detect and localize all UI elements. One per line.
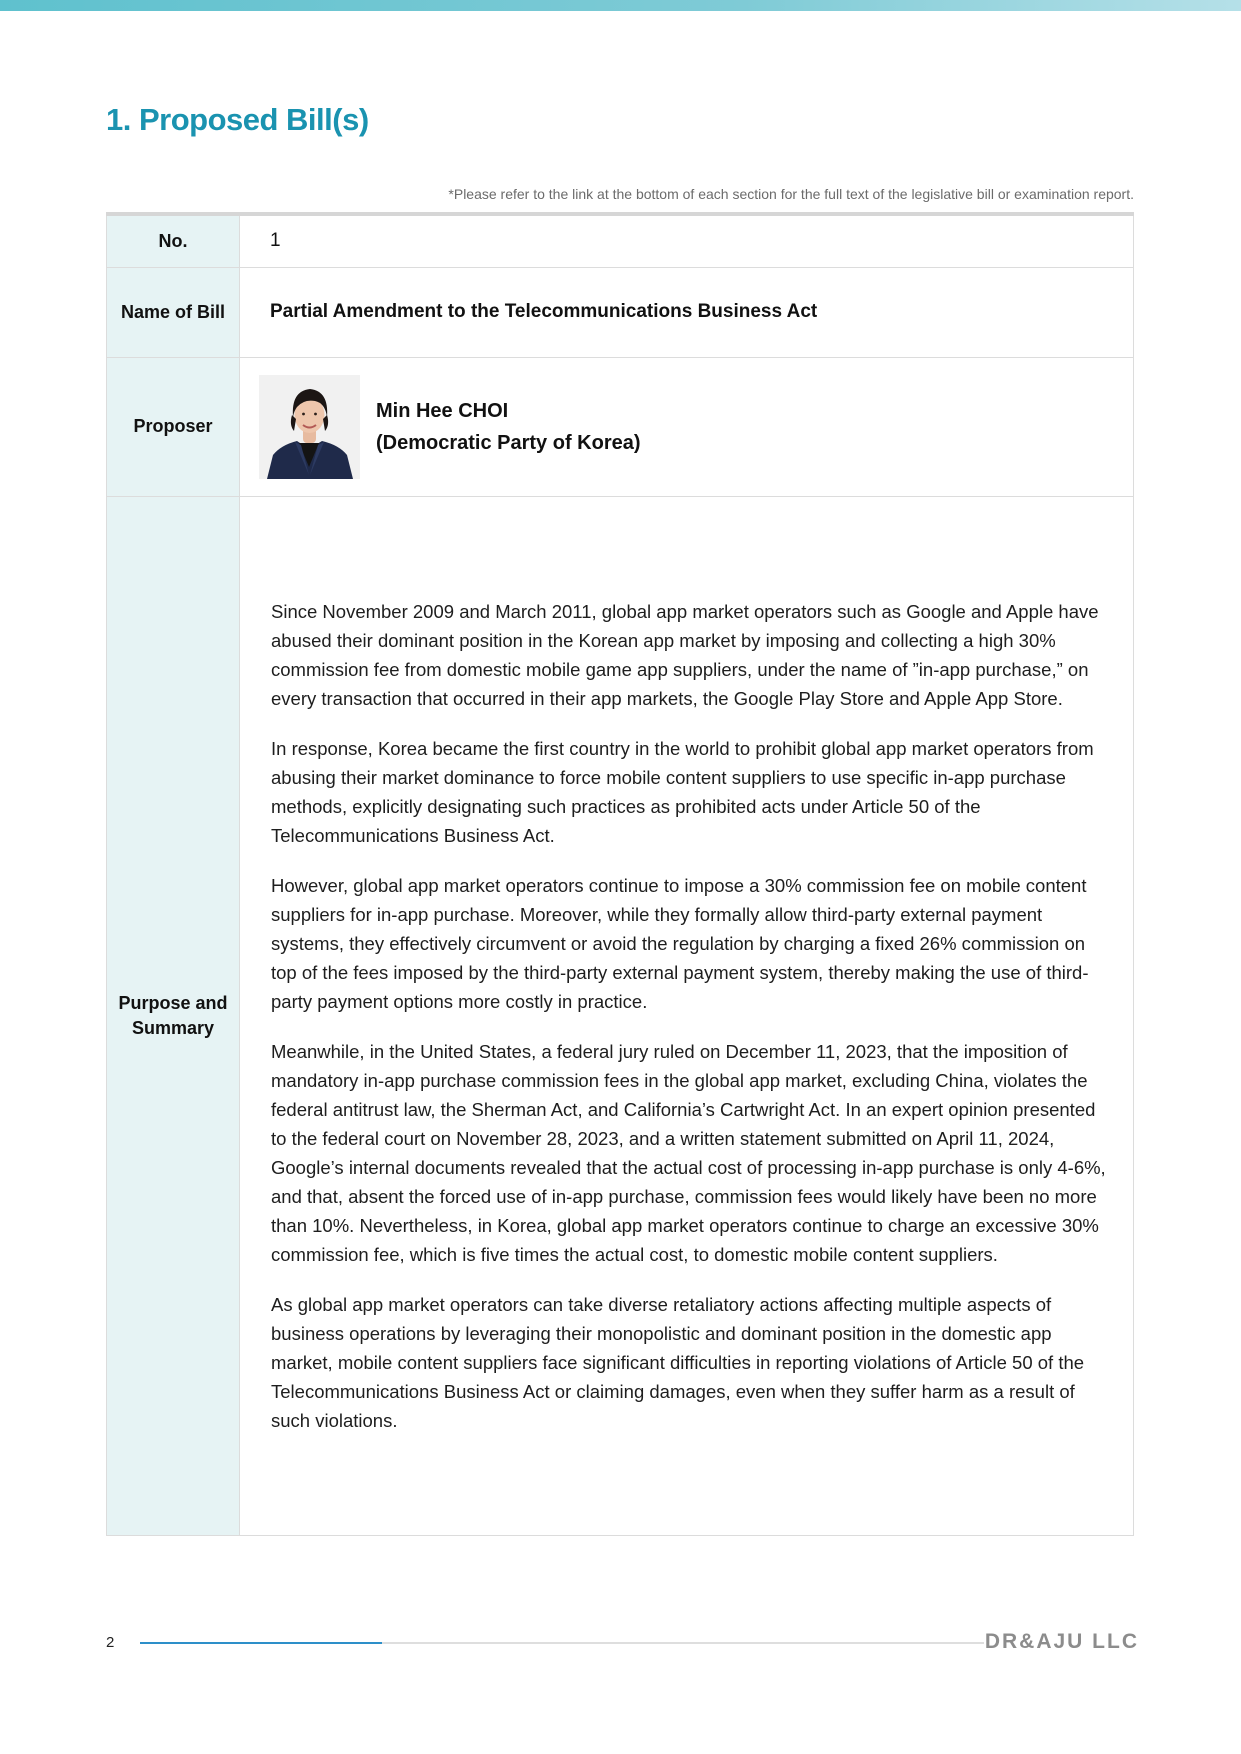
table-row [107,357,1134,496]
table-row [107,496,1134,1535]
purpose-cell [240,496,1134,1535]
footer-divider-accent [140,1642,382,1644]
purpose-label: Purpose and Summary [107,496,240,1535]
name-label: Name of Bill [107,267,240,357]
portrait-image [259,375,360,479]
proposer-photo [259,375,360,479]
brand-logo: DR&AJU LLC [984,1630,1139,1653]
section-title: 1. Proposed Bill(s) [106,102,369,137]
bill-table [106,212,1134,1536]
no-value: 1 [240,214,1134,267]
top-accent-bar [0,0,1241,11]
summary-paragraph: Meanwhile, in the United States, a federal jury ruled on December 11, 2023, that the imposition of mandatory in-app purchase commission fees in the global app market, excluding China, violates the federal antitrust law, the Sherman Act, and California’s Cartwright Act. In an expert opinion presented to the federal court on November 28, 2023, and a written statement submitted on April 11, 2024, Google’s internal documents revealed that the actual cost of processing in-app purchase is only 4-6%, and that, absent the forced use of in-app purchase, commission fees would likely have been no more than 10%. Nevertheless, in Korea, global app market operators continue to charge an excessive 30% commission fee, which is five times the actual cost, to domestic mobile content suppliers. [271,1040,1106,1265]
bill-name: Partial Amendment to the Telecommunications Business Act [240,267,1134,357]
proposer-label: Proposer [107,357,240,496]
reference-note: *Please refer to the link at the bottom of each section for the full text of the legislative bill or examination report. [448,186,1134,202]
table-row [107,214,1134,267]
summary-paragraph: Since November 2009 and March 2011, global app market operators such as Google and Apple have abused their dominant position in the Korean app market by imposing and collecting a high 30% commission fee from domestic mobile game app suppliers, under the name of ”in-app purchase,” on every transaction that occurred in their app markets, the Google Play Store and Apple App Store. [271,600,1099,709]
proposer-cell [240,357,1134,496]
summary-paragraph: However, global app market operators continue to impose a 30% commission fee on mobile content suppliers for in-app purchase. Moreover, while they formally allow third-party external payment systems, they effectively circumvent or avoid the regulation by charging a fixed 26% commission on top of the fees imposed by the third-party external payment system, thereby making the use of third-party payment options more costly in practice. [271,874,1089,1012]
proposer-info [376,395,641,459]
footer-divider [140,1642,984,1644]
summary-paragraph: As global app market operators can take diverse retaliatory actions affecting multiple aspects of business operations by leveraging their monopolistic and dominant position in the domestic app market, mobile content suppliers face significant difficulties in reporting violations of Article 50 of the Telecommunications Business Act or claiming damages, even when they suffer harm as a result of such violations. [271,1293,1085,1431]
table-row [107,267,1134,357]
proposer-party: (Democratic Party of Korea) [376,431,641,454]
no-label: No. [107,214,240,267]
summary-text [241,597,1132,1435]
summary-paragraph: In response, Korea became the first country in the world to prohibit global app market operators from abusing their market dominance to force mobile content suppliers to use specific in-app purchase methods, explicitly designating such practices as prohibited acts under Article 50 of the Telecommunications Business Act. [271,737,1094,846]
page-number: 2 [106,1634,115,1651]
proposer-name: Min Hee CHOI [376,399,509,422]
